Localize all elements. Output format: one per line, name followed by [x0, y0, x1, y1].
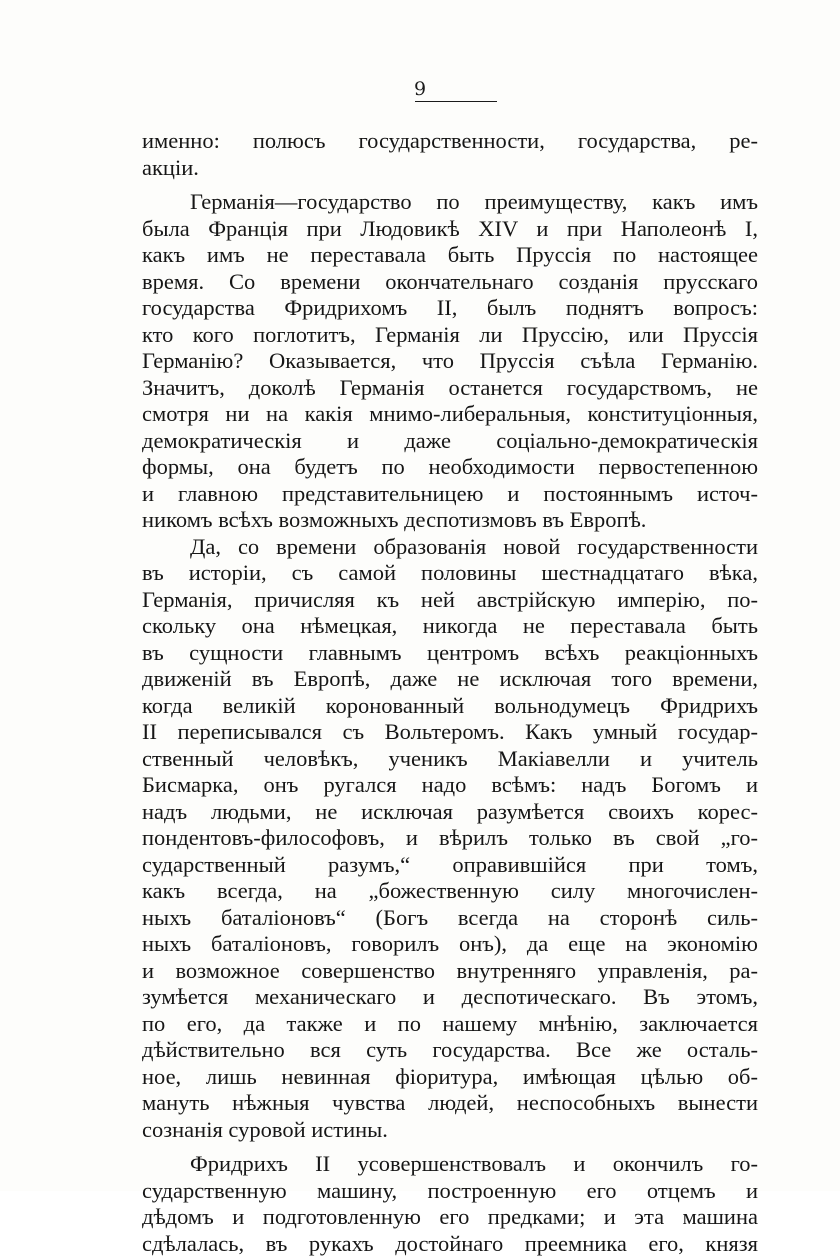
text-line: какъ всегда, на „божественную силу многочислен- [142, 878, 758, 905]
text-line: кто кого поглотитъ, Германія ли Пруссію, или Пруссія [142, 322, 758, 349]
text-line: Да, со времени образованія новой государственности [142, 534, 758, 561]
text-line: ное, лишь невинная фіоритура, имѣющая цѣлью об- [142, 1064, 758, 1091]
text-line: ственный человѣкъ, ученикъ Макіавелли и учитель [142, 746, 758, 773]
text-line: никомъ всѣхъ возможныхъ деспотизмовъ въ Европѣ. [142, 507, 758, 534]
page-number-rule [415, 101, 497, 102]
text-line: и возможное совершенство внутренняго управленія, ра- [142, 958, 758, 985]
text-line: именно: полюсъ государственности, государства, ре- [142, 128, 758, 155]
text-line: ныхъ баталіоновъ“ (Богъ всегда на сторонѣ силь- [142, 905, 758, 932]
text-line: смотря ни на какія мнимо-либеральныя, конституціонныя, [142, 401, 758, 428]
page-number: 9 [0, 78, 840, 100]
paragraph-gap [142, 1143, 758, 1151]
text-line: Фридрихъ II усовершенствовалъ и окончилъ го- [142, 1151, 758, 1178]
text-line: сознанія суровой истины. [142, 1117, 758, 1144]
paragraph-gap [142, 181, 758, 189]
text-line: Германію? Оказывается, что Пруссія съѣла Германію. [142, 348, 758, 375]
text-line: въ исторіи, съ самой половины шестнадцатаго вѣка, [142, 560, 758, 587]
text-line: по его, да также и по нашему мнѣнію, заключается [142, 1011, 758, 1038]
text-line: государства Фридрихомъ II, былъ поднятъ вопросъ: [142, 295, 758, 322]
body-text [142, 128, 758, 1257]
text-line: формы, она будетъ по необходимости первостепенною [142, 454, 758, 481]
text-line: время. Со времени окончательнаго созданія прусскаго [142, 269, 758, 296]
text-line: дѣдомъ и подготовленную его предками; и эта машина [142, 1204, 758, 1231]
text-line: мануть нѣжныя чувства людей, неспособныхъ вынести [142, 1090, 758, 1117]
text-line: Германія—государство по преимуществу, какъ имъ [142, 189, 758, 216]
text-line: пондентовъ-философовъ, и вѣрилъ только въ свой „го- [142, 825, 758, 852]
text-line: была Франція при Людовикѣ XIV и при Наполеонѣ I, [142, 216, 758, 243]
text-line: сударственный разумъ,“ оправившійся при томъ, [142, 852, 758, 879]
text-line: когда великій коронованный вольнодумецъ Фридрихъ [142, 693, 758, 720]
text-line: сдѣлалась, въ рукахъ достойнаго преемника его, князя [142, 1231, 758, 1257]
text-line: акціи. [142, 155, 758, 182]
text-line: и главною представительницею и постояннымъ источ- [142, 481, 758, 508]
text-line: въ сущности главнымъ центромъ всѣхъ реакціонныхъ [142, 640, 758, 667]
text-line: надъ людьми, не исключая разумѣется своихъ корес- [142, 799, 758, 826]
text-line: II переписывался съ Вольтеромъ. Какъ умный государ- [142, 719, 758, 746]
text-line: сударственную машину, построенную его отцемъ и [142, 1178, 758, 1205]
text-line: дѣйствительно вся суть государства. Все же осталь- [142, 1037, 758, 1064]
text-line: скольку она нѣмецкая, никогда не переставала быть [142, 613, 758, 640]
text-line: какъ имъ не переставала быть Пруссія по настоящее [142, 242, 758, 269]
text-line: Бисмарка, онъ ругался надо всѣмъ: надъ Богомъ и [142, 772, 758, 799]
text-line: Германія, причисляя къ ней австрійскую имперію, по- [142, 587, 758, 614]
text-line: ныхъ баталіоновъ, говорилъ онъ), да еще на экономію [142, 931, 758, 958]
text-line: зумѣется механическаго и деспотическаго. Въ этомъ, [142, 984, 758, 1011]
text-line: движеній въ Европѣ, даже не исключая того времени, [142, 666, 758, 693]
text-line: демократическія и даже соціально-демократическія [142, 428, 758, 455]
text-line: Значитъ, доколѣ Германія останется государствомъ, не [142, 375, 758, 402]
